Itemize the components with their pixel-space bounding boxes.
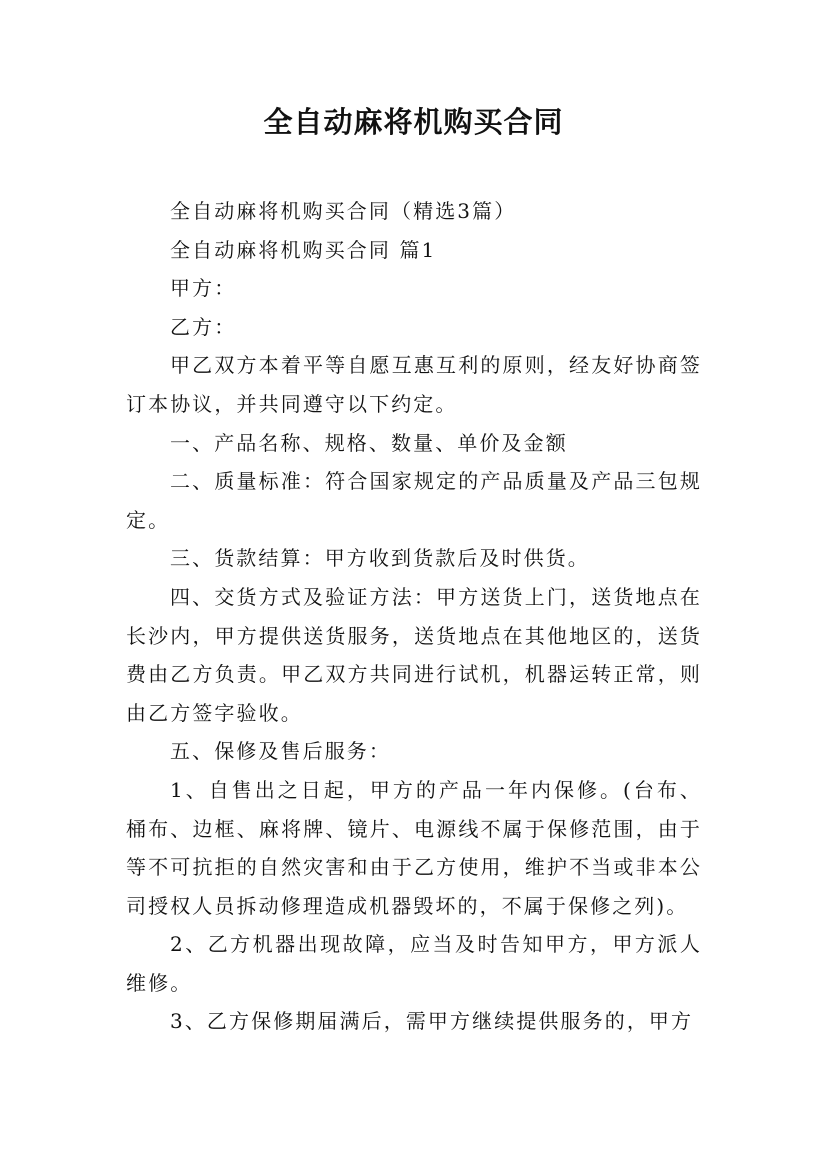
paragraph-warranty-1: 1、自售出之日起，甲方的产品一年内保修。(台布、桶布、边框、麻将牌、镜片、电源线不属于保修范围，由于等不可抗拒的自然灾害和由于乙方使用，维护不当或非本公司授权人员拆动修理造成机器毁坏的，不属于保修之列)。 [126,777,702,918]
paragraph-clause-1: 一、产品名称、规格、数量、单价及金额 [170,430,568,455]
paragraph-clause-3: 三、货款结算：甲方收到货款后及时供货。 [170,546,590,571]
document-title: 全自动麻将机购买合同 [263,105,564,139]
paragraph-section-heading: 全自动麻将机购买合同 篇1 [170,237,437,262]
paragraph-clause-2: 二、质量标准：符合国家规定的产品质量及产品三包规定。 [126,469,702,532]
paragraph-clause-5: 五、保修及售后服务： [170,739,391,764]
paragraph-party-a: 甲方： [170,276,237,301]
paragraph-warranty-2: 2、乙方机器出现故障，应当及时告知甲方，甲方派人维修。 [126,932,702,995]
paragraph-party-b: 乙方： [170,314,237,339]
document-body [126,192,702,1041]
paragraph-warranty-3: 3、乙方保修期届满后，需甲方继续提供服务的，甲方 [170,1009,694,1034]
paragraph-clause-4: 四、交货方式及验证方法：甲方送货上门，送货地点在长沙内，甲方提供送货服务，送货地点在其他地区的，送货费由乙方负责。甲乙双方共同进行试机，机器运转正常，则由乙方签字验收。 [126,584,702,725]
paragraph-preamble: 甲乙双方本着平等自愿互惠互利的原则，经友好协商签订本协议，并共同遵守以下约定。 [126,353,702,416]
paragraph-subtitle: 全自动麻将机购买合同（精选3篇） [170,199,517,223]
